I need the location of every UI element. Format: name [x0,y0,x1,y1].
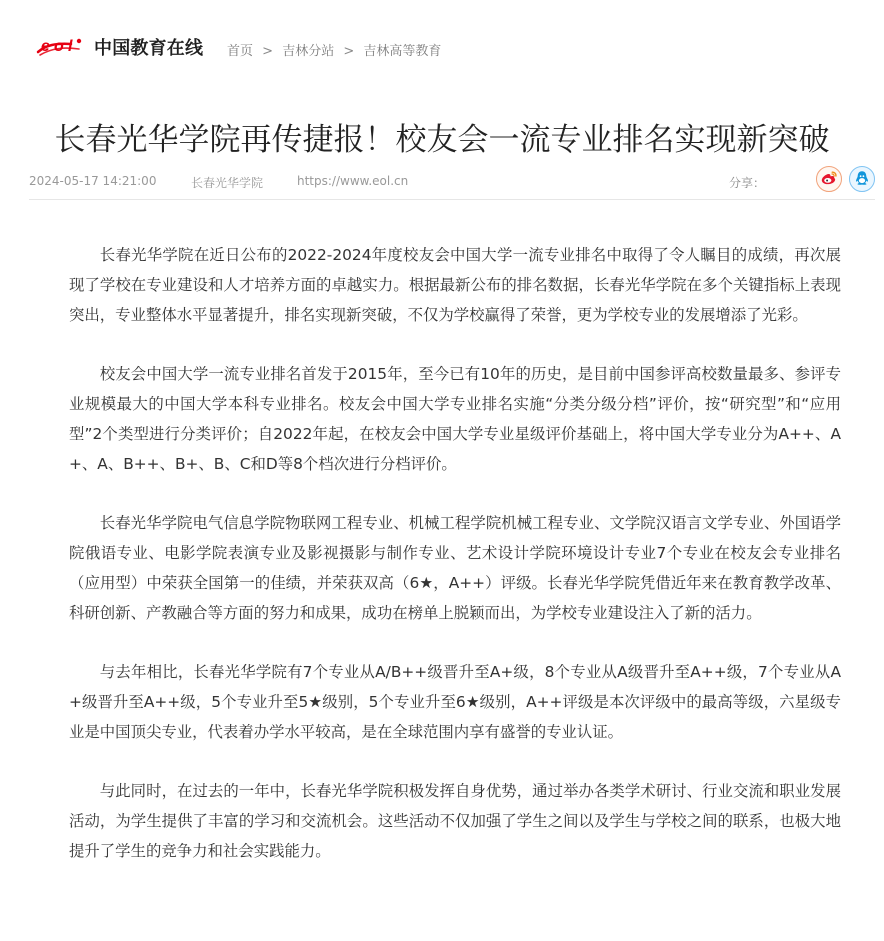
eol-logo-icon [34,33,88,61]
article-paragraph-3: 长春光华学院电气信息学院物联网工程专业、机械工程学院机械工程专业、文学院汉语言文学专业、外国语学院俄语专业、电影学院表演专业及影视摄影与制作专业、艺术设计学院环境设计专业7个专业在校友会专业排名（应用型）中荣获全国第一的佳绩，并荣获双高（6★，A++）评级。长春光华学院凭借近年来在教育教学改革、科研创新、产教融合等方面的努力和成果，成功在榜单上脱颖而出，为学校专业建设注入了新的活力。 [69,514,841,622]
breadcrumb-jilin-higher-education[interactable]: 吉林高等教育 [363,44,442,59]
article-body [69,240,841,866]
site-logo[interactable] [34,33,203,61]
logo-text: 中国教育在线 [94,38,204,59]
article-paragraph-4: 与去年相比，长春光华学院有7个专业从A/B++级晋升至A+级，8个专业从A级晋升至A++级，7个专业从A+级晋升至A++级，5个专业升至5★级别，5个专业升至6★级别，A++评级是本次评级中的最高等级，六星级专业是中国顶尖专业，代表着办学水平较高，是在全球范围内享有盛誉的专业认证。 [69,663,841,741]
svg-text:l: l [68,38,73,55]
article-paragraph-1: 长春光华学院在近日公布的2022-2024年度校友会中国大学一流专业排名中取得了令人瞩目的成绩，再次展现了学校在专业建设和人才培养方面的卓越实力。根据最新公布的排名数据，长春光华学院在多个关键指标上表现突出，专业整体水平显著提升，排名实现新突破，不仅为学校赢得了荣誉，更为学校专业的发展增添了光彩。 [69,246,841,324]
breadcrumb-separator: > [343,44,355,59]
share-qq-button[interactable] [849,166,875,192]
share-label: 分享： [729,176,766,190]
top-header [0,0,884,80]
article-paragraph-2: 校友会中国大学一流专业排名首发于2015年，至今已有10年的历史，是目前中国参评高校数量最多、参评专业规模最大的中国大学本科专业排名。校友会中国大学专业排名实施“分类分级分档”评价，按“研究型”和“应用型”2个类型进行分类评价；自2022年起，在校友会中国大学专业星级评价基础上，将中国大学专业分为A++、A+、A、B++、B+、B、C和D等8个档次进行分档评价。 [69,365,841,473]
article-meta [29,173,875,193]
article-title: 长春光华学院再传捷报！校友会一流专业排名实现新突破 [54,121,830,158]
breadcrumb-home[interactable]: 首页 [227,44,254,59]
breadcrumb-jilin-branch[interactable]: 吉林分站 [282,44,335,59]
svg-text:e: e [41,38,50,55]
article-paragraph-5: 与此同时，在过去的一年中，长春光华学院积极发挥自身优势，通过举办各类学术研讨、行业交流和职业发展活动，为学生提供了丰富的学习和交流机会。这些活动不仅加强了学生之间以及学生与学校之间的联系，也极大地提升了学生的竞争力和社会实践能力。 [69,782,841,860]
breadcrumb [227,40,441,59]
svg-text:o: o [54,38,64,55]
breadcrumb-separator: > [262,44,274,59]
qq-icon [853,169,871,190]
weibo-icon [820,169,838,190]
publish-date: 2024-05-17 14:21:00 [29,174,157,188]
share-weibo-button[interactable] [816,166,842,192]
source-url[interactable]: https://www.eol.cn [297,174,409,188]
meta-divider [29,199,875,200]
article-source: 长春光华学院 [191,176,264,190]
